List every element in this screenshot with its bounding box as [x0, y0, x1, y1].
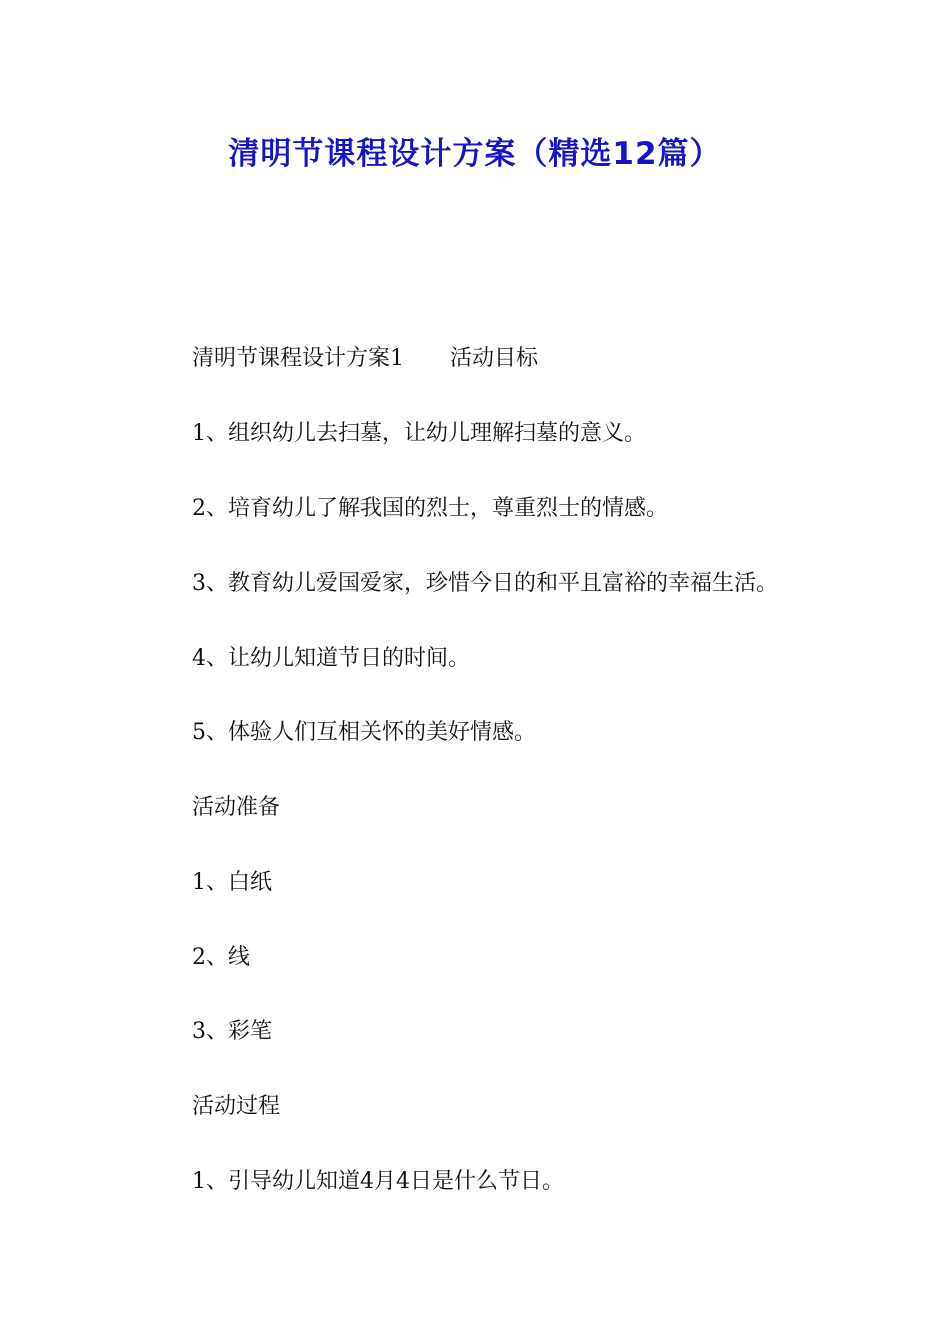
process-heading: 活动过程 [192, 1094, 281, 1119]
prep-item-1: 1、白纸 [192, 870, 272, 895]
process-item-1: 1、引导幼儿知道4月4日是什么节日。 [192, 1169, 564, 1194]
section-heading: 清明节课程设计方案1 [192, 346, 404, 371]
goals-heading: 活动目标 [450, 346, 539, 371]
section-heading-line [192, 344, 538, 374]
document-title: 清明节课程设计方案（精选12篇） [228, 136, 722, 172]
prep-heading: 活动准备 [192, 795, 281, 820]
goal-item-4: 4、让幼儿知道节日的时间。 [192, 646, 470, 671]
goal-item-1: 1、组织幼儿去扫墓，让幼儿理解扫墓的意义。 [192, 421, 646, 446]
goal-item-3: 3、教育幼儿爱国爱家，珍惜今日的和平且富裕的幸福生活。 [192, 571, 778, 596]
prep-item-2: 2、线 [192, 945, 250, 970]
goal-item-2: 2、培育幼儿了解我国的烈士，尊重烈士的情感。 [192, 496, 668, 521]
goal-item-5: 5、体验人们互相关怀的美好情感。 [192, 720, 536, 745]
prep-item-3: 3、彩笔 [192, 1019, 272, 1044]
